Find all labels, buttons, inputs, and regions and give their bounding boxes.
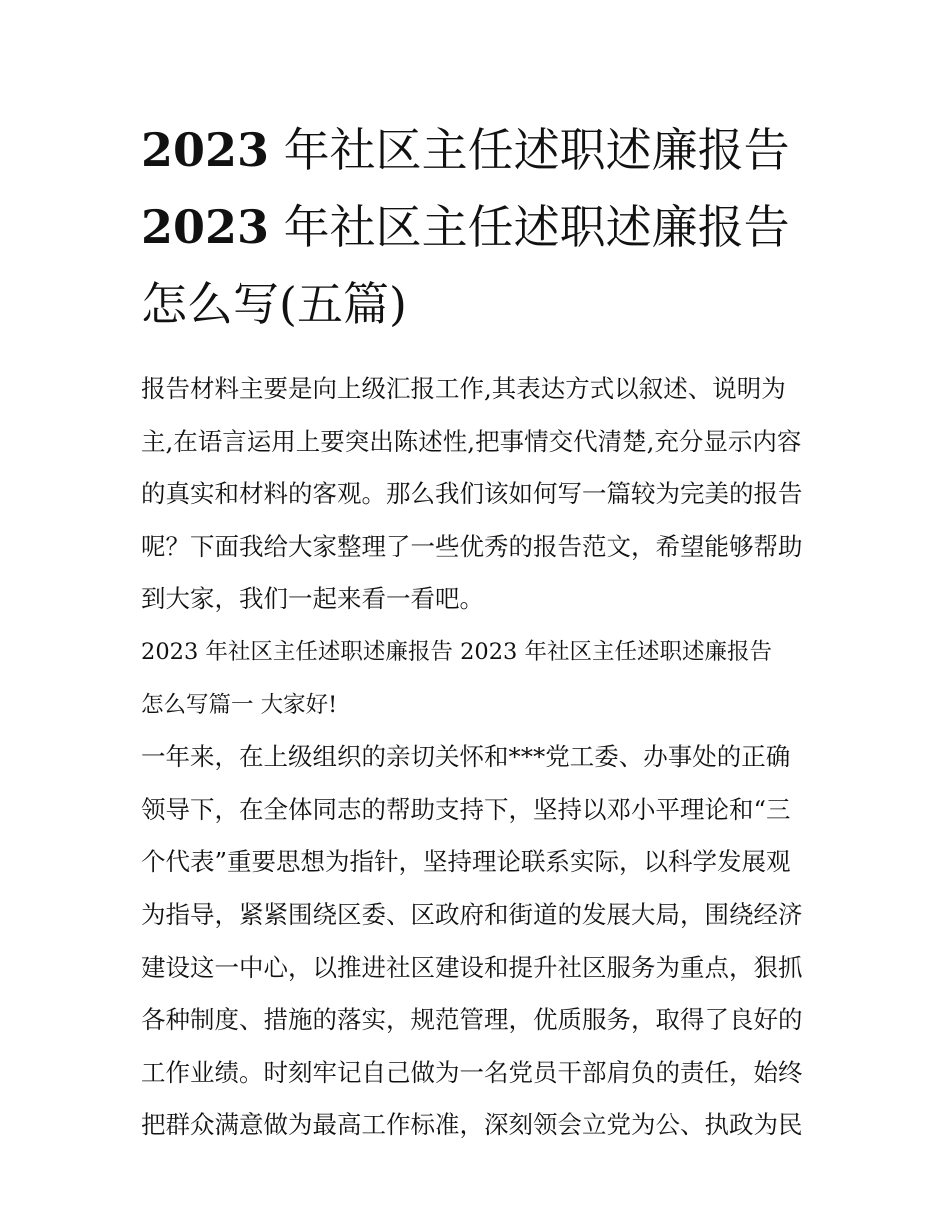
title-text-3: 怎么写(五篇) xyxy=(141,277,407,331)
title-year-2: 2023 xyxy=(141,200,270,254)
subtitle-line: 2023 年社区主任述职述廉报告 2023 年社区主任述职述廉报告 xyxy=(141,638,772,665)
body-line: 建设这一中心，以推进社区建设和提升社区服务为重点，狠抓 xyxy=(141,952,803,982)
intro-line: 报告材料主要是向上级汇报工作,其表达方式以叙述、说明为 xyxy=(141,374,786,403)
title-year-1: 2023 xyxy=(141,123,270,177)
document-body xyxy=(141,363,813,1152)
body-line: 工作业绩。时刻牢记自己做为一名党员干部肩负的责任，始终 xyxy=(141,1057,803,1087)
body-line: 各种制度、措施的落实，规范管理，优质服务，取得了良好的 xyxy=(141,1005,803,1035)
title-line-2 xyxy=(141,189,813,266)
body-line: 把群众满意做为最高工作标准，深刻领会立党为公、执政为民 xyxy=(141,1110,803,1140)
intro-line: 主,在语言运用上要突出陈述性,把事情交代清楚,充分显示内容 xyxy=(141,426,802,456)
subtitle-paragraph xyxy=(141,626,813,731)
title-text-1: 年社区主任述职述廉报告 xyxy=(269,123,790,177)
intro-line: 呢？下面我给大家整理了一些优秀的报告范文，希望能够帮助 xyxy=(141,531,803,561)
document-content xyxy=(141,112,813,1152)
body-line: 一年来，在上级组织的亲切关怀和***党工委、办事处的正确 xyxy=(141,742,791,772)
title-line-3 xyxy=(141,266,813,343)
intro-line: 的真实和材料的客观。那么我们该如何写一篇较为完美的报告 xyxy=(141,479,803,509)
title-line-1 xyxy=(141,112,813,189)
title-text-2: 年社区主任述职述廉报告 xyxy=(269,200,790,254)
document-title xyxy=(141,112,813,343)
intro-paragraph xyxy=(141,363,813,626)
body-line: 为指导，紧紧围绕区委、区政府和街道的发展大局，围绕经济 xyxy=(141,899,803,929)
subtitle-line: 怎么写篇一 大家好! xyxy=(141,691,338,718)
body-line: 个代表”重要思想为指针，坚持理论联系实际，以科学发展观 xyxy=(141,847,791,877)
body-paragraph xyxy=(141,731,813,1152)
intro-line: 到大家，我们一起来看一看吧。 xyxy=(141,584,484,614)
body-line: 领导下，在全体同志的帮助支持下，坚持以邓小平理论和“三 xyxy=(141,794,791,824)
